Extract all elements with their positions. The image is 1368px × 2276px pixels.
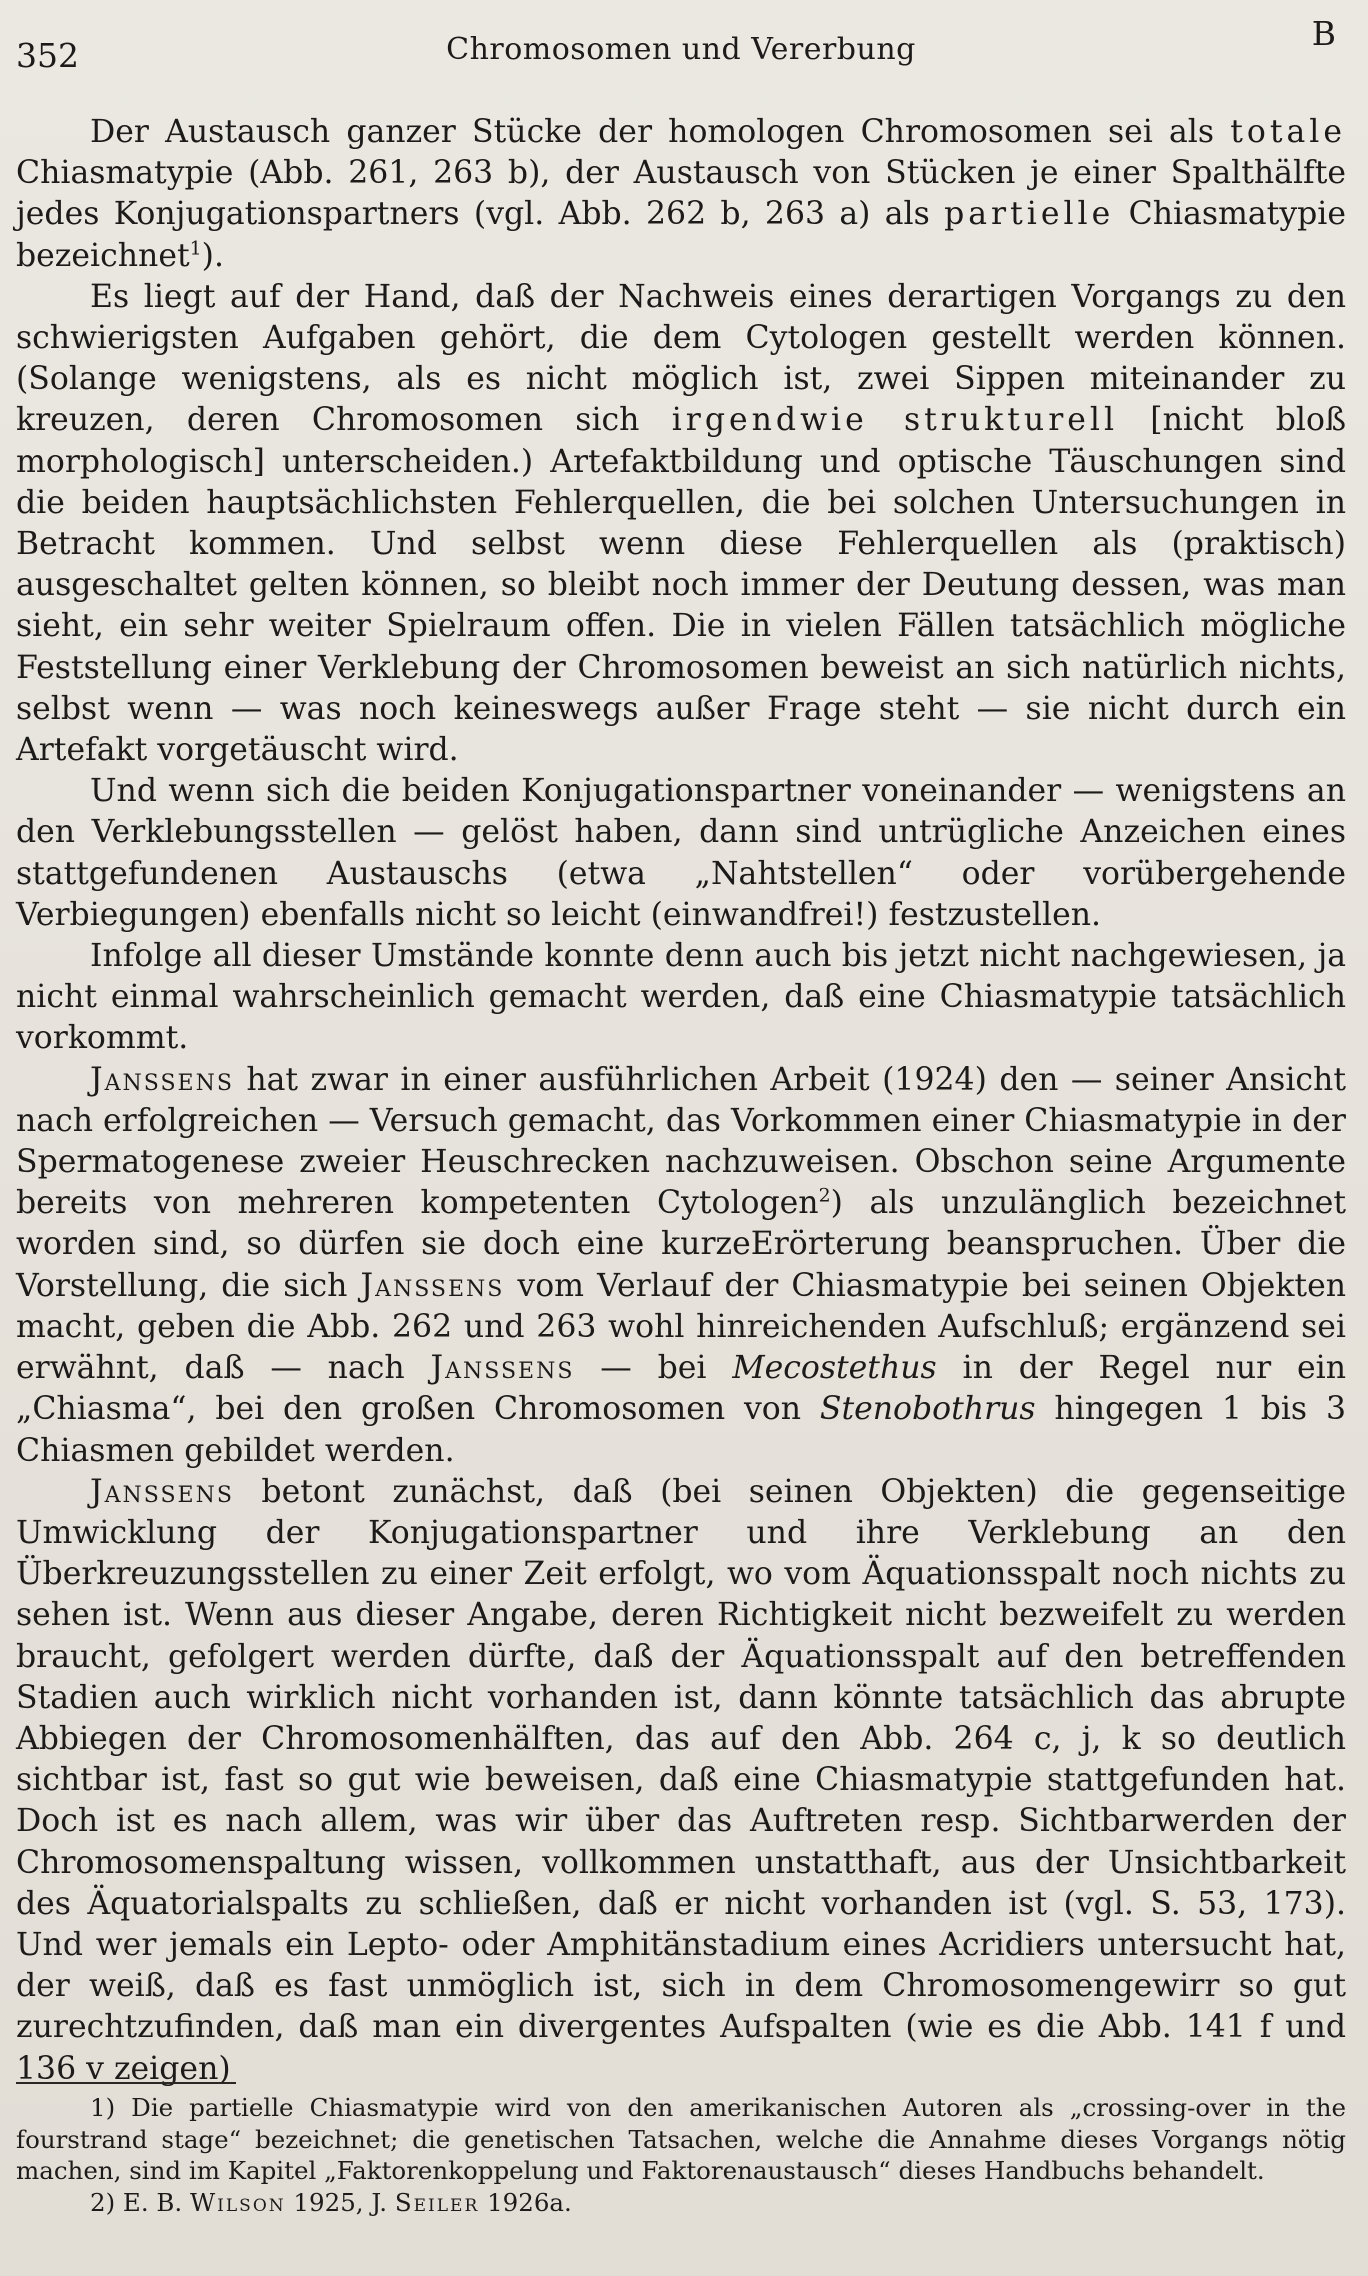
text-run: ) als unzulänglich bezeichnet worden sind, so dürfen sie doch eine kurzeErörterung beanspruchen. Über die Vorstellung, die sich bbox=[16, 1185, 1347, 1304]
text-run: betont zunächst, daß (bei seinen Objekten) die gegenseitige Umwicklung der Konjugationspartner und ihre Verklebung an den Überkreuzungsstellen zu einer Zeit erfolgt, wo vom Äquationsspalt noch nichts zu sehen ist. Wenn aus dieser Angabe, deren Richtigkeit nicht bezweifelt zu werden braucht, gefolgert werden dürfte, daß der Äquationsspalt auf den betreffenden Stadien auch wirklich nicht vorhanden ist, dann könnte tatsächlich das abrupte Abbiegen der Chromosomenhälften, das auf den Abb. 264 c, j, k so deutlich sichtbar ist, fast so gut wie beweisen, daß eine Chiasmatypie stattgefunden hat. Doch ist es nach allem, was wir über das Auftreten resp. Sichtbarwerden der Chromosomenspaltung wissen, vollkommen unstatthaft, aus der Unsichtbarkeit des Äquatorialspalts zu schließen, daß er nicht vorhanden ist (vgl. S. 53, 173). Und wer jemals ein Lepto- oder Amphitänstadium eines Acridiers untersucht hat, der weiß, daß es fast unmöglich ist, sich in dem Chromosomengewirr so gut zurechtzufinden, daß man ein divergentes Aufspalten (wie es die Abb. 141 f und 136 v zeigen) bbox=[16, 1473, 1346, 2087]
footnote-ref-2: 2 bbox=[818, 1184, 831, 1207]
footnotes bbox=[16, 2092, 1346, 2218]
paragraph-1 bbox=[16, 112, 1346, 277]
footnote-divider bbox=[16, 2082, 236, 2084]
text-run: 2) E. B. bbox=[90, 2187, 190, 2217]
emphasis-irgendwie-strukturell: irgendwie strukturell bbox=[671, 402, 1119, 439]
text-run: 1925, J. bbox=[285, 2187, 395, 2217]
genus-name: Mecostethus bbox=[732, 1350, 937, 1387]
body-text bbox=[16, 112, 1346, 2090]
running-title: Chromosomen und Vererbung bbox=[446, 32, 916, 67]
paragraph-6 bbox=[16, 1472, 1346, 2090]
section-letter: B bbox=[1311, 14, 1336, 53]
author-name: Wilson bbox=[189, 2187, 286, 2217]
page-number: 352 bbox=[16, 36, 79, 75]
text-run: Chiasmatypie bezeichnet bbox=[16, 196, 1346, 274]
author-name: Janssens bbox=[360, 1267, 505, 1304]
paragraph-2 bbox=[16, 277, 1346, 771]
paragraph-3: Und wenn sich die beiden Konjugationspartner voneinander — wenigstens an den Verklebungsstellen — gelöst haben, dann sind untrügliche Anzeichen eines stattgefundenen Austauschs (etwa „Nahtstellen“ oder vorübergehende Verbiegungen) ebenfalls nicht so leicht (einwandfrei!) festzustellen. bbox=[16, 773, 1346, 933]
paragraph-4: Infolge all dieser Umstände konnte denn auch bis jetzt nicht nachgewiesen, ja nicht einmal wahrscheinlich gemacht werden, daß eine Chiasmatypie tatsächlich vorkommt. bbox=[16, 938, 1346, 1057]
text-run: Der Austausch ganzer Stücke der homologen Chromosomen sei als bbox=[90, 114, 1231, 150]
text-run: — bei bbox=[574, 1350, 733, 1387]
author-name: Janssens bbox=[90, 1061, 234, 1098]
text-run: ). bbox=[201, 237, 224, 274]
emphasis-totale: totale bbox=[1230, 114, 1346, 150]
text-run: 1926a. bbox=[479, 2187, 572, 2217]
footnote-2 bbox=[16, 2187, 1346, 2219]
author-name: Janssens bbox=[90, 1473, 234, 1510]
author-name: Janssens bbox=[430, 1350, 575, 1387]
footnote-1: 1) Die partielle Chiasmatypie wird von den amerikanischen Autoren als „crossing-over in the fourstrand stage“ bezeichnet; die genetischen Tatsachen, welche die Annahme dieses Vorgangs nötig machen, sind im Kapitel „Faktorenkoppelung und Faktorenaustausch“ dieses Handbuchs behandelt. bbox=[16, 2093, 1346, 2185]
text-run: [nicht bloß morphologisch] unterscheiden.) Artefaktbildung und optische Täuschungen sind die beiden hauptsächlichsten Fehlerquellen, die bei solchen Untersuchungen in Betracht kommen. Und selbst wenn diese Fehlerquellen als (praktisch) ausgeschaltet gelten können, so bleibt noch immer der Deutung dessen, was man sieht, ein sehr weiter Spielraum offen. Die in vielen Fällen tatsächlich mögliche Feststellung einer Verklebung der Chromosomen beweist an sich natürlich nichts, selbst wenn — was noch keineswegs außer Frage steht — sie nicht durch ein Artefakt vorgetäuscht wird. bbox=[16, 402, 1346, 769]
text-run: hat zwar in einer ausführlichen Arbeit (1924) den — seiner Ansicht nach erfolgreichen — Versuch gemacht, das Vorkommen einer Chiasmatypie in der Spermatogenese zweier Heuschrecken nachzuweisen. Obschon seine Argumente bereits von mehreren kompetenten Cytologen bbox=[16, 1061, 1346, 1222]
text-run: Chiasmatypie (Abb. 261, 263 b), der Austausch von Stücken je einer Spalthälfte jedes Konjugationspartners (vgl. Abb. 262 b, 263 a) als bbox=[16, 155, 1346, 233]
footnote-ref-1: 1 bbox=[189, 237, 202, 260]
page-header bbox=[16, 14, 1346, 74]
author-name: Seiler bbox=[394, 2187, 480, 2217]
text-run: Es liegt auf der Hand, daß der Nachweis eines derartigen Vorgangs zu den schwierigsten Aufgaben gehört, die dem Cytologen gestellt werden können. (Solange wenigstens, als es nicht möglich ist, zwei Sippen miteinander zu kreuzen, deren Chromosomen sich bbox=[16, 278, 1346, 439]
text-run: in der Regel nur ein „Chiasma“, bei den großen Chromosomen von bbox=[16, 1350, 1347, 1428]
emphasis-partielle: partielle bbox=[944, 196, 1115, 233]
genus-name: Stenobothrus bbox=[819, 1391, 1036, 1428]
text-run: hingegen 1 bis 3 Chiasmen gebildet werden. bbox=[16, 1391, 1346, 1469]
paragraph-5 bbox=[16, 1060, 1346, 1472]
text-run: vom Verlauf der Chiasmatypie bei seinen Objekten macht, geben die Abb. 262 und 263 wohl hinreichenden Aufschluß; ergänzend sei erwähnt, daß — nach bbox=[16, 1267, 1346, 1387]
